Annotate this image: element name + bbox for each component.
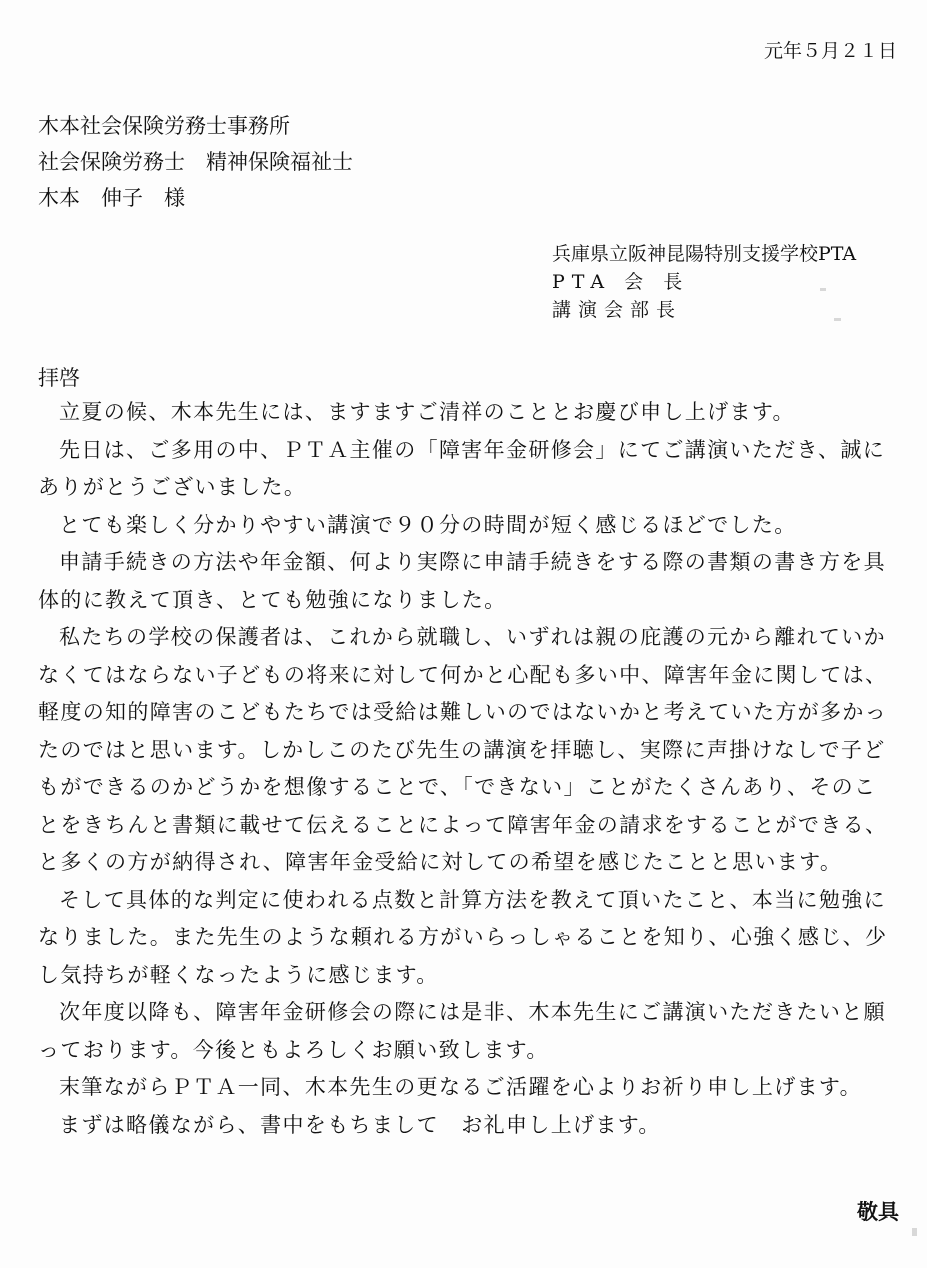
closing-phrase: 敬具: [857, 1199, 899, 1224]
recipient-office: 木本社会保険労務士事務所: [38, 114, 290, 138]
scan-speck: [834, 318, 841, 321]
salutation: 拝啓: [38, 366, 80, 390]
letter-body: [38, 394, 890, 1144]
scan-speck: [820, 288, 826, 291]
sender-role-lecture: 講演会部長: [552, 299, 683, 321]
sender-block: [552, 240, 856, 324]
body-paragraph: 先日は、ご多用の中、ＰＴＡ主催の「障害年金研修会」にてご講演いただき、誠にありがとうございました。: [38, 437, 886, 499]
body-paragraph: まずは略儀ながら、書中をもちまして お礼申し上げます。: [59, 1112, 661, 1137]
body-paragraph: 立夏の候、木本先生には、ますますご清祥のこととお慶び申し上げます。: [59, 400, 795, 424]
letter-date: 元年５月２１日: [763, 40, 897, 62]
body-paragraph: そして具体的な判定に使われる点数と計算方法を教えて頂いたこと、本当に勉強になりました。また先生のような頼れる方がいらっしゃることを知り、心強く感じ、少し気持ちが軽くなったように感じます。: [38, 887, 888, 987]
body-paragraph: とても楽しく分かりやすい講演で９０分の時間が短く感じるほどでした。: [59, 512, 797, 537]
body-paragraph: 末筆ながらＰＴＡ一同、木本先生の更なるご活躍を心よりお祈り申し上げます。: [59, 1075, 862, 1099]
body-paragraph: 私たちの学校の保護者は、これから就職し、いずれは親の庇護の元から離れていかなくてはならない子どもの将来に対して何かと心配も多い中、障害年金に関しては、軽度の知的障害のこどもたちでは受給は難しいのではないかと考えていた方が多かったのではと思います。しかしこのたび先生の講演を拝聴し、実際に声掛けなしで子どもができるのかどうかを想像することで、「できない」ことがたくさんあり、そのことをきちんと書類に載せて伝えることによって障害年金の請求をすることができる、と多くの方が納得され、障害年金受給に対しての希望を感じたことと思います。: [38, 625, 888, 874]
sender-role-president: PTA 会 長: [552, 271, 690, 293]
recipient-block: [38, 108, 353, 216]
body-paragraph: 次年度以降も、障害年金研修会の際には是非、木本先生にご講演いただきたいと願っております。今後ともよろしくお願い致します。: [38, 1000, 886, 1062]
body-paragraph: 申請手続きの方法や年金額、何より実際に申請手続きをする際の書類の書き方を具体的に教えて頂き、とても勉強になりました。: [38, 550, 886, 612]
recipient-name: 木本 伸子 様: [38, 186, 185, 210]
scan-speck: [912, 1228, 917, 1236]
sender-school: 兵庫県立阪神昆陽特別支援学校PTA: [552, 243, 857, 265]
recipient-titles: 社会保険労務士 精神保険福祉士: [38, 150, 353, 174]
